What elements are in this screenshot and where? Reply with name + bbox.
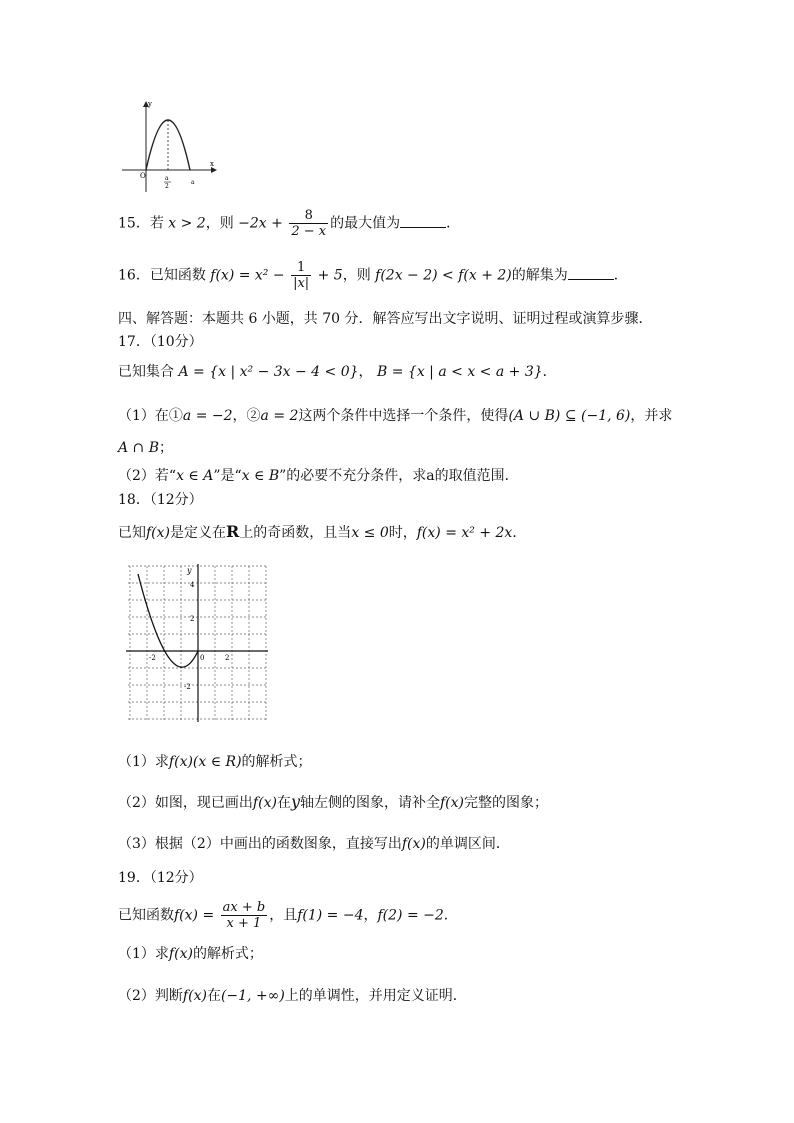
fig1-mid-den: 2 (165, 183, 169, 190)
fig1-y-label: y (148, 100, 152, 108)
q17-header: 17．（10分） (118, 334, 203, 350)
q19-part-1: （1）求f(x)的解析式； (118, 946, 263, 962)
fig2-tick-neg2-x: -2 (149, 654, 156, 662)
q18-part-2: （2）如图，现已画出f(x)在y轴左侧的图象，请补全f(x)完整的图象； (118, 792, 548, 811)
q16-answer-blank[interactable] (568, 267, 614, 280)
q18-stem: 已知f(x)是定义在R上的奇函数，且当x ≤ 0时，f(x) = x² + 2x． (118, 522, 527, 541)
fig1-origin: O (140, 172, 146, 180)
q19-fraction: $\frac{ax + b}{x + 1}$ (222, 900, 266, 931)
q17-part-1: （1）在①a = −2，②a = 2这两个条件中选择一个条件，使得(A ∪ B) ⊆ (−1, 6)，并求 (118, 408, 673, 424)
q15-answer-blank[interactable] (400, 215, 446, 228)
q17-part-1-cont: A ∩ B； (118, 440, 174, 456)
parabola-figure (118, 96, 222, 196)
q19-header: 19．（12分） (118, 870, 203, 886)
function-graph-figure (124, 562, 270, 726)
question-16: 16．已知函数 f(x) = x² − $\frac{1}{|x|}$ + 5，则 f(2x − 2) < f(x + 2)的解集为 ． (118, 260, 628, 291)
fig1-mid-tick: a (165, 175, 169, 182)
q16-fraction: $\frac{1}{|x|}$ (293, 260, 310, 291)
grid (128, 566, 266, 722)
q19-part-2: （2）判断f(x)在(−1, +∞)上的单调性，并用定义证明． (118, 988, 467, 1004)
fig2-tick-2: 2 (190, 615, 195, 623)
fig2-tick-2-x: 2 (225, 654, 230, 662)
q18-part-1: （1）求f(x)(x ∈ R)的解析式； (118, 754, 312, 770)
fig2-origin: 0 (200, 654, 205, 662)
section-4-heading: 四、解答题：本题共 6 小题，共 70 分．解答应写出文字说明、证明过程或演算步骤． (118, 311, 653, 327)
q19-stem: 已知函数f(x) = $\frac{ax + b}{x + 1}$ ，且f(1) = −4，f(2) = −2． (118, 900, 458, 931)
question-15: 15．若 x > 2，则 −2x + $\frac{8}{2 - x}$ 的最大值为 ． (118, 208, 461, 239)
q17-stem: 已知集合 A = {x | x² − 3x − 4 < 0}， B = {x | a < x < a + 3}． (118, 364, 557, 380)
q15-fraction: $\frac{8}{2 - x}$ (291, 208, 327, 239)
fig1-x-label: x (210, 160, 214, 168)
fig2-tick-4: 4 (190, 581, 195, 589)
fig2-y-label: y (187, 566, 192, 575)
fig2-tick-neg2-y: -2 (184, 683, 191, 691)
q17-part-2: （2）若“x ∈ A”是“x ∈ B”的必要不充分条件，求a的取值范围． (118, 468, 519, 484)
fig1-end-tick: a (191, 179, 195, 186)
q18-header: 18．（12分） (118, 492, 203, 508)
q18-part-3: （3）根据（2）中画出的函数图象，直接写出f(x)的单调区间． (118, 836, 510, 852)
